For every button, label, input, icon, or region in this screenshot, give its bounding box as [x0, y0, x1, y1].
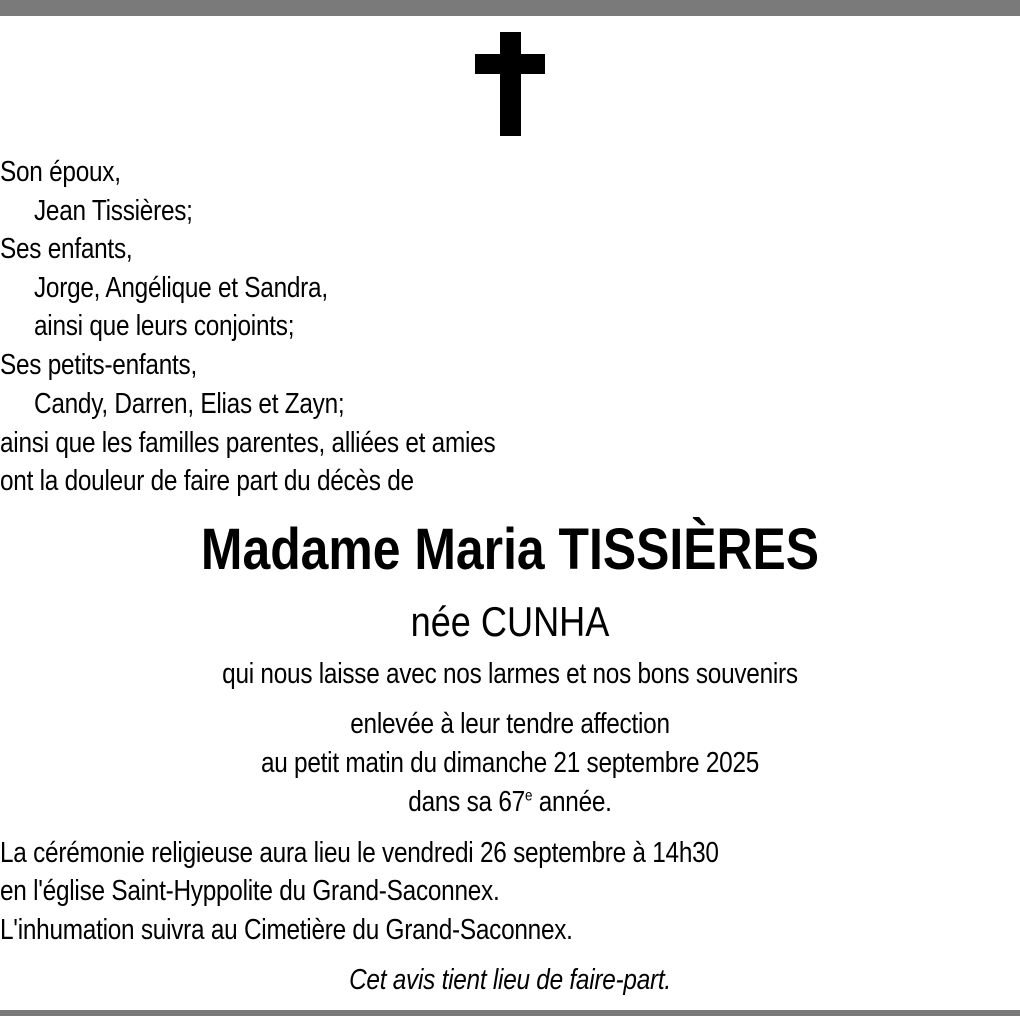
grandchildren-names: Candy, Darren, Elias et Zayn;: [34, 388, 345, 420]
deceased-name: Madame Maria TISSIÈRES: [200, 517, 820, 582]
date-line: au petit matin du dimanche 21 septembre 2025: [260, 747, 760, 779]
tribute-text: qui nous laisse avec nos larmes et nos bons souvenirs: [222, 658, 798, 690]
cross-icon: [475, 32, 545, 136]
grandchildren-label: Ses petits-enfants,: [0, 349, 197, 381]
age-line: [82, 783, 939, 821]
children-label: Ses enfants,: [0, 233, 133, 265]
spouse-name: Jean Tissières;: [34, 195, 193, 227]
children-names: Jorge, Angélique et Sandra,: [34, 272, 328, 304]
ceremony-line-3: L'inhumation suivra au Cimetière du Grand-Saconnex.: [0, 914, 573, 946]
taken-text: enlevée à leur tendre affection: [350, 708, 670, 740]
announcement: ont la douleur de faire part du décès de: [0, 465, 414, 497]
spouse-label: Son époux,: [0, 156, 121, 188]
ceremony-line-2: en l'église Saint-Hyppolite du Grand-Saconnex.: [0, 875, 500, 907]
age-ordinal: e: [524, 787, 533, 805]
age-prefix: dans sa 67: [408, 786, 525, 818]
bottom-border: [0, 1010, 1020, 1016]
top-border: [0, 0, 1020, 16]
children-partners: ainsi que leurs conjoints;: [34, 310, 295, 342]
maiden-name: née CUNHA: [410, 598, 610, 645]
ceremony-line-1: La cérémonie religieuse aura lieu le vendredi 26 septembre à 14h30: [0, 837, 719, 869]
footer-note: Cet avis tient lieu de faire-part.: [349, 964, 671, 996]
extended-family: ainsi que les familles parentes, alliées et amies: [0, 427, 496, 459]
age-suffix: année.: [532, 786, 612, 818]
